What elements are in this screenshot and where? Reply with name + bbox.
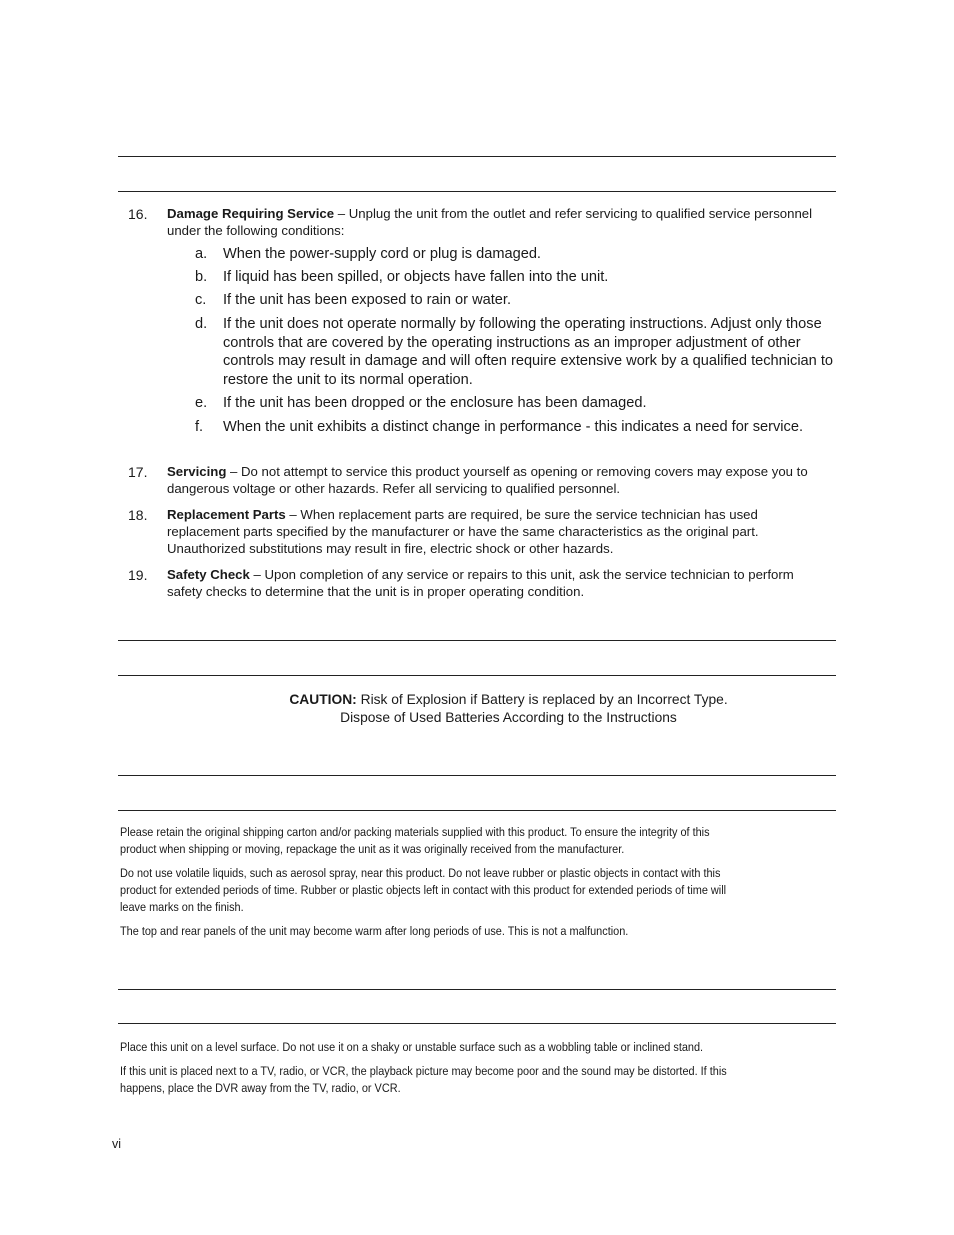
caution-notice xyxy=(118,691,899,726)
page-number: vi xyxy=(112,1137,122,1151)
item-number: 16. xyxy=(128,206,148,222)
caution-label: CAUTION: xyxy=(289,692,357,707)
section-rule-top-1 xyxy=(118,156,836,157)
section-rule-placement-2 xyxy=(118,1023,836,1024)
item-text: – Do not attempt to service this product yourself as opening or removing covers may expose you to dangerous voltage or other hazards. Refer all servicing to qualified personnel. xyxy=(167,464,808,496)
sub-item-text: If the unit does not operate normally by following the operating instructions. Adjust only those controls that are covered by the operating instructions as an improper adjustment of other controls may result in damage and will often require extensive work by a qualified technician to restore the unit to its normal operation. xyxy=(223,316,834,388)
item-number: 17. xyxy=(128,464,148,480)
sub-item-text: If the unit has been dropped or the enclosure has been damaged. xyxy=(223,395,647,411)
section-rule-top-2 xyxy=(118,191,836,192)
handling-paragraph: Please retain the original shipping carton and/or packing materials supplied with this product. To ensure the integrity of this product when shipping or moving, repackage the unit as it was originally received from the manufacturer. xyxy=(120,825,710,856)
item-title: Damage Requiring Service xyxy=(167,206,335,221)
handling-paragraph: The top and rear panels of the unit may become warm after long periods of use. This is not a malfunction. xyxy=(120,924,629,938)
sub-item-letter: f. xyxy=(195,419,204,435)
list-item xyxy=(167,507,827,557)
item-text: – Unplug the unit from the outlet and refer servicing to qualified service personnel under the following conditions: xyxy=(167,206,813,238)
item-text: – When replacement parts are required, be sure the service technician has used replacement parts specified by the manufacturer or have the same characteristics as the original part. Unauthorized substitutions may result in fire, electric shock or other hazards. xyxy=(167,507,759,556)
item-title: Servicing xyxy=(167,464,227,479)
sub-item-text: When the unit exhibits a distinct change in performance - this indicates a need for service. xyxy=(223,419,804,435)
handling-paragraph: Do not use volatile liquids, such as aerosol spray, near this product. Do not leave rubber or plastic objects in contact with this product for extended periods of time. Rubber or plastic objects left in contact with this product for extended periods of time will leave marks on the finish. xyxy=(120,866,727,914)
section-rule-caution-1 xyxy=(118,640,836,641)
sub-item-letter: b. xyxy=(195,269,208,285)
caution-line-2: Dispose of Used Batteries According to the Instructions xyxy=(340,709,677,725)
list-item xyxy=(167,206,827,240)
item-number: 19. xyxy=(128,567,148,583)
item-title: Replacement Parts xyxy=(167,507,286,522)
section-rule-caution-2 xyxy=(118,675,836,676)
section-rule-handling-1 xyxy=(118,775,836,776)
sub-item-text: If the unit has been exposed to rain or water. xyxy=(223,292,512,308)
sub-item-text: When the power-supply cord or plug is damaged. xyxy=(223,246,541,262)
sub-item-letter: c. xyxy=(195,292,207,308)
section-rule-placement-1 xyxy=(118,989,836,990)
placement-paragraph: Place this unit on a level surface. Do not use it on a shaky or unstable surface such as a wobbling table or inclined stand. xyxy=(120,1040,704,1054)
placement-paragraph: If this unit is placed next to a TV, radio, or VCR, the playback picture may become poor and the sound may be distorted. If this happens, place the DVR away from the TV, radio, or VCR. xyxy=(120,1064,727,1095)
sub-item-letter: d. xyxy=(195,316,208,332)
item-text: – Upon completion of any service or repairs to this unit, ask the service technician to perform safety checks to determine that the unit is in proper operating condition. xyxy=(167,567,794,599)
sub-item-text: If liquid has been spilled, or objects have fallen into the unit. xyxy=(223,269,609,285)
section-rule-handling-2 xyxy=(118,810,836,811)
sub-item-letter: a. xyxy=(195,246,208,262)
item-number: 18. xyxy=(128,507,148,523)
sub-item-letter: e. xyxy=(195,395,208,411)
caution-line-1: Risk of Explosion if Battery is replaced by an Incorrect Type. xyxy=(356,692,728,707)
item-title: Safety Check xyxy=(167,567,250,582)
list-item xyxy=(167,464,827,498)
list-item xyxy=(167,567,797,601)
